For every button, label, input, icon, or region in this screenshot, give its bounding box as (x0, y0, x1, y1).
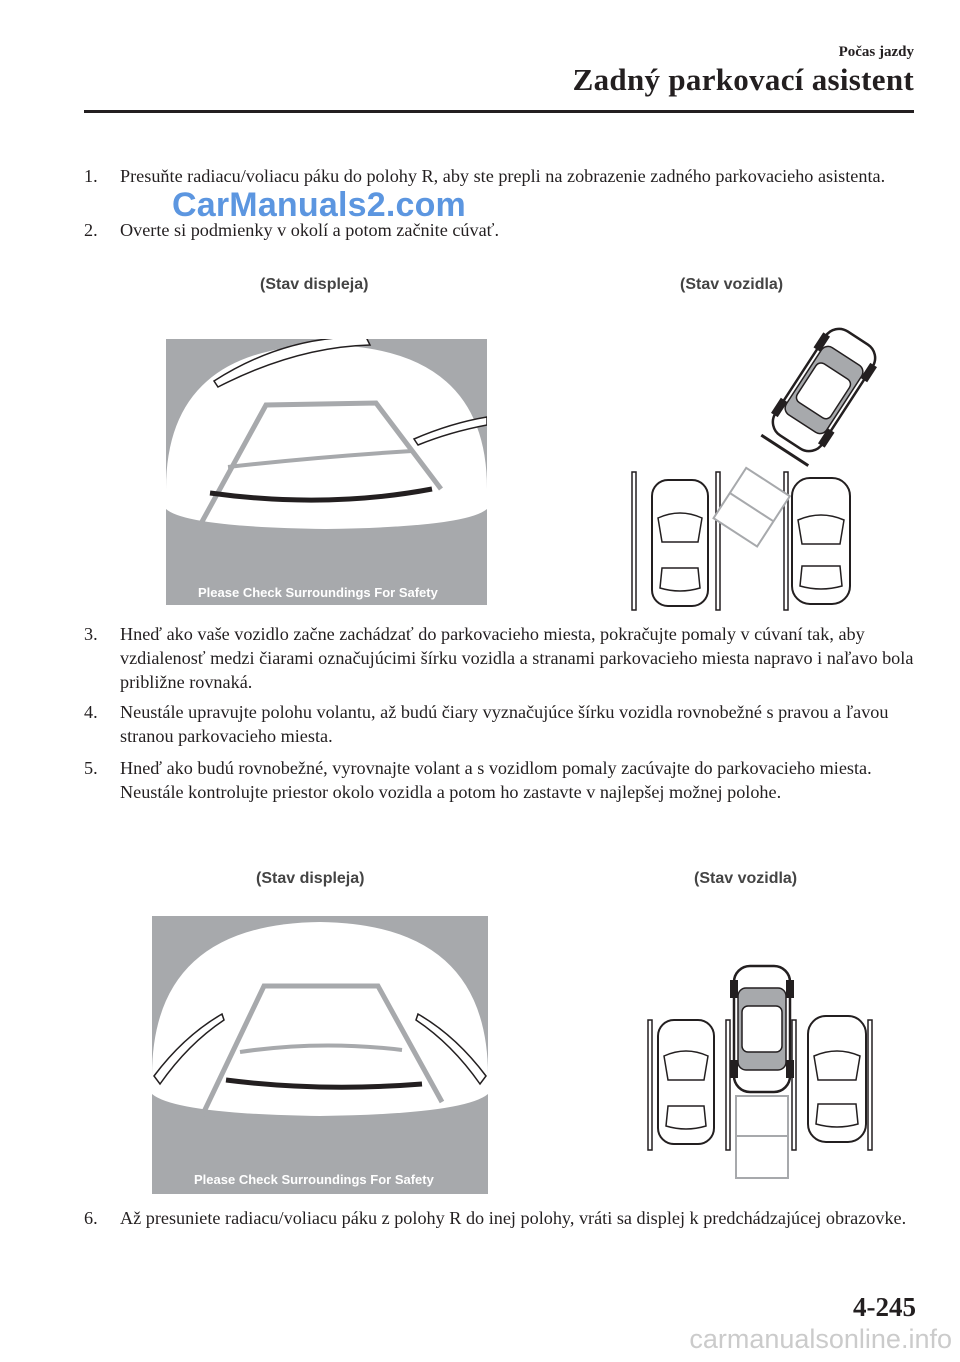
guide-area (736, 1096, 788, 1178)
figure2-display-screen (152, 916, 488, 1194)
figure1-display-screen (166, 339, 487, 605)
reversing-car (730, 966, 794, 1092)
parked-car-left (658, 1020, 714, 1144)
figure2-vehicle-diagram (644, 960, 882, 1180)
step-4: 4. Neustále upravujte polohu volantu, až budú čiary vyznačujúce šírku vozidla rovnobežné s pravou a ľavou stranou parkovacieho miesta. (84, 702, 889, 746)
footer-site-link[interactable]: carmanualsonline.info (689, 1324, 952, 1354)
guide-area (714, 468, 790, 547)
figure1-vehicle-caption: (Stav vozidla) (680, 276, 784, 293)
step-3: 3. Hneď ako vaše vozidlo začne zachádzať do parkovacieho miesta, pokračujte pomaly v cúvaní tak, aby vzdialenosť medzi čiarami označujúcimi šírku vozidla a stranami parkovacieho miesta napravo i naľavo bola približne rovnaká. (84, 624, 914, 692)
watermark-logo[interactable]: CarManuals2.com (172, 186, 466, 224)
step-6: 6. Až presuniete radiacu/voliacu páku z polohy R do inej polohy, vráti sa displej k predchádzajúcej obrazovke. (84, 1208, 907, 1228)
figure1-display-caption: (Stav displeja) (260, 276, 369, 293)
reversing-car (758, 321, 885, 468)
figure2-vehicle-caption: (Stav vozidla) (694, 870, 798, 887)
figure2-banner-text: Please Check Surroundings For Safety (194, 1172, 434, 1187)
section-title: Počas jazdy (838, 44, 914, 60)
parked-car-right (808, 1016, 866, 1142)
figure1-vehicle-diagram (628, 298, 888, 612)
header-rule (84, 110, 914, 113)
page-title: Zadný parkovací asistent (572, 62, 914, 97)
parked-car-right (792, 478, 850, 604)
figure1-banner-text: Please Check Surroundings For Safety (198, 585, 438, 600)
step-2: 2. Overte si podmienky v okolí a potom začnite cúvať. (84, 220, 499, 240)
step-5: 5. Hneď ako budú rovnobežné, vyrovnajte volant a s vozidlom pomaly zacúvajte do parkovacieho miesta. Neustále kontrolujte priestor okolo vozidla a potom ho zastavte v najlepšej možnej polohe. (84, 758, 872, 802)
figure2-display-caption: (Stav displeja) (256, 870, 365, 887)
step-1: 1. Presuňte radiacu/voliacu páku do polohy R, aby ste prepli na zobrazenie zadného parkovacieho asistenta. (84, 166, 886, 186)
page-number: 4-245 (853, 1292, 916, 1322)
parked-car-left (652, 480, 708, 606)
